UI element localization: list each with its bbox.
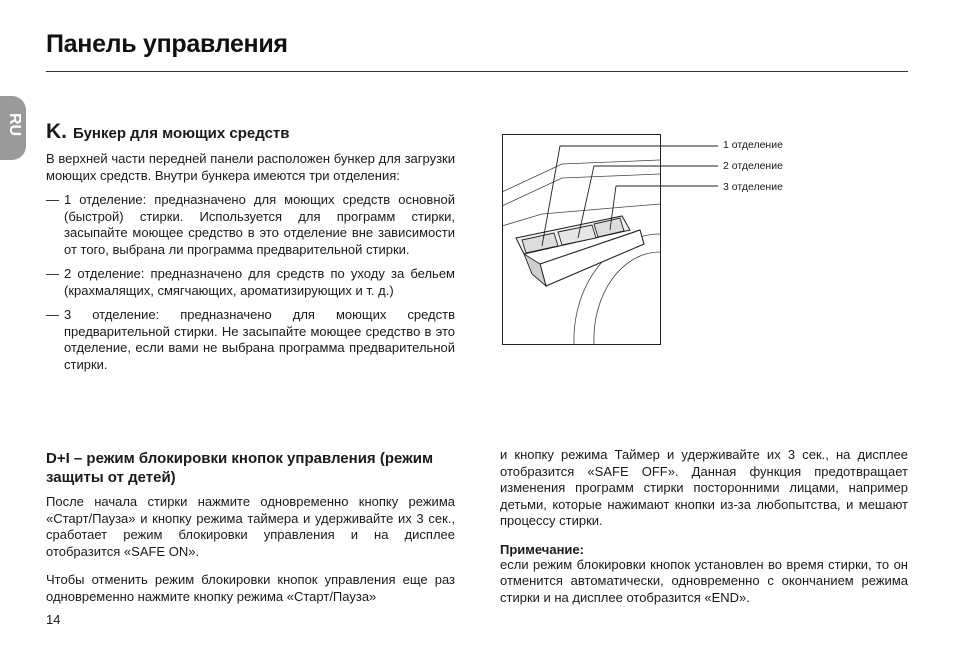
section-k-letter: K. <box>46 120 67 143</box>
callout-label-3: 3 отделение <box>723 181 783 193</box>
section-d-right-body <box>500 447 908 606</box>
callout-label-2: 2 отделение <box>723 160 783 172</box>
note-text: если режим блокировки кнопок установлен во время стирки, то он отменится автоматически, одновременно с окончанием режима стирки и на дисплее отобразится «END». <box>500 556 908 605</box>
lock-instruction-text: После начала стирки нажмите одновременно кнопку режима «Старт/Пауза» и кнопку режима таймера и удерживайте их 3 сек., сработает режим блокировки управления и на дисплее отобразится «SAFE ON». <box>46 494 455 559</box>
unlock-continued-text: и кнопку режима Таймер и удерживайте их 3 сек., на дисплее отобразится «SAFE OFF». Данная функция предотвращает изменения программ стирки посторонними лицами, например детьми, которые нажимают кнопки из-за любопытства, и мешают процессу стирки. <box>500 447 908 528</box>
list-item: — 3 отделение: предназначено для моющих средств предварительной стирки. Не засыпайте моющее средство в это отделение, если вами не выбрана программа предварительной стирки. <box>46 307 455 372</box>
section-d-heading: D+I – режим блокировки кнопок управления (режим защиты от детей) <box>46 450 434 486</box>
title-divider <box>46 71 908 72</box>
unlock-instruction-text: Чтобы отменить режим блокировки кнопок управления еще раз одновременно нажмите кнопку режима «Старт/Пауза» <box>46 572 455 604</box>
section-d-left-body <box>46 494 455 605</box>
list-item: — 2 отделение: предназначено для средств по уходу за бельем (крахмалящих, смягчающих, ароматизирующих и т. д.) <box>46 266 455 298</box>
section-k-intro: В верхней части передней панели расположен бункер для загрузки моющих средств. Внутри бункера имеются три отделения: <box>46 151 455 183</box>
page-number: 14 <box>46 612 61 627</box>
callout-lines <box>660 134 722 194</box>
callout-label-1: 1 отделение <box>723 139 783 151</box>
section-k-title: Бункер для моющих средств <box>73 125 290 142</box>
list-item: — 1 отделение: предназначено для моющих средств основной (быстрой) стирки. Используется для программ стирки, засыпайте моющее средство в это отделение вне зависимости от того, выбрана ли программа предварительной стирки. <box>46 192 455 257</box>
page-title: Панель управления <box>46 30 288 58</box>
detergent-drawer-illustration <box>502 134 662 346</box>
language-tab-label: RU <box>6 113 23 137</box>
compartment-3-text: 3 отделение: предназначено для моющих средств предварительной стирки. Не засыпайте моющее средство в это отделение, если вами не выбрана программа предварительной стирки. <box>64 307 455 372</box>
language-tab <box>0 96 26 160</box>
compartment-1-text: 1 отделение: предназначено для моющих средств основной (быстрой) стирки. Используется для программ стирки, засыпайте моющее средство в это отделение вне зависимости от того, выбрана ли программа предварительной стирки. <box>64 192 455 257</box>
section-k-body <box>46 151 455 373</box>
compartment-2-text: 2 отделение: предназначено для средств по уходу за бельем (крахмалящих, смягчающих, ароматизирующих и т. д.) <box>64 266 455 298</box>
section-k-heading <box>46 120 289 144</box>
note-label: Примечание: <box>500 541 584 557</box>
